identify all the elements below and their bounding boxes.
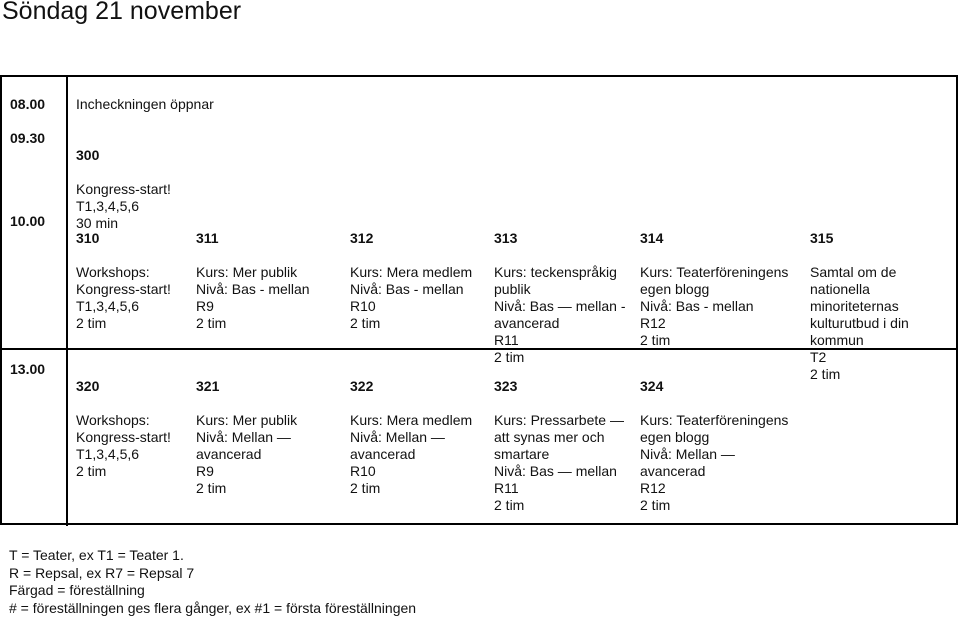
session-324 (640, 361, 788, 531)
legend-item: R = Repsal, ex R7 = Repsal 7 (9, 565, 416, 583)
legend (9, 547, 416, 617)
legend-item: Färgad = föreställning (9, 582, 416, 600)
session-321 (196, 361, 297, 514)
session-details: Workshops: Kongress-start! T1,3,4,5,6 2 tim (76, 264, 171, 332)
page-title: Söndag 21 november (2, 0, 241, 25)
session-number: 314 (640, 230, 788, 247)
session-number: 324 (640, 378, 788, 395)
session-details: Kurs: Mera medlem Nivå: Bas - mellan R10 2 tim (350, 264, 472, 332)
session-number: 313 (494, 230, 625, 247)
session-details: Kurs: Teaterföreningens egen blogg Nivå: Bas - mellan R12 2 tim (640, 264, 788, 349)
session-details: Workshops: Kongress-start! T1,3,4,5,6 2 tim (76, 412, 171, 480)
schedule-item-checkin: Incheckningen öppnar (76, 96, 214, 113)
time-1300: 13.00 (10, 361, 45, 378)
session-details: Kurs: Mer publik Nivå: Bas - mellan R9 2 tim (196, 264, 310, 332)
session-315 (810, 213, 909, 400)
session-number: 323 (494, 378, 624, 395)
session-323 (494, 361, 624, 531)
session-number: 322 (350, 378, 472, 395)
session-number: 311 (196, 230, 310, 247)
session-details: Kurs: Pressarbete — att synas mer och smartare Nivå: Bas — mellan R11 2 tim (494, 412, 624, 514)
legend-item: # = föreställningen ges flera gånger, ex #1 = första föreställningen (9, 600, 416, 617)
session-314 (640, 213, 788, 366)
session-details: Kurs: Teaterföreningens egen blogg Nivå: Mellan — avancerad R12 2 tim (640, 412, 788, 514)
session-number: 310 (76, 230, 171, 247)
session-number: 300 (76, 147, 171, 164)
session-details: Kongress-start! T1,3,4,5,6 30 min (76, 181, 171, 232)
session-number: 320 (76, 378, 171, 395)
session-310 (76, 213, 171, 349)
time-1000: 10.00 (10, 213, 45, 230)
session-320 (76, 361, 171, 497)
session-number: 312 (350, 230, 472, 247)
session-details: Kurs: Mer publik Nivå: Mellan — avancerad R9 2 tim (196, 412, 297, 497)
session-312 (350, 213, 472, 349)
session-details: Kurs: teckenspråkig publik Nivå: Bas — mellan - avancerad R11 2 tim (494, 264, 625, 366)
session-322 (350, 361, 472, 514)
session-details: Samtal om de nationella minoriteternas kulturutbud i din kommun T2 2 tim (810, 264, 909, 383)
session-number: 321 (196, 378, 297, 395)
time-0930: 09.30 (10, 130, 45, 147)
session-313 (494, 213, 625, 383)
session-details: Kurs: Mera medlem Nivå: Mellan — avancerad R10 2 tim (350, 412, 472, 497)
time-0800: 08.00 (10, 96, 45, 113)
session-number: 315 (810, 230, 909, 247)
time-column-divider (66, 75, 68, 526)
session-311 (196, 213, 310, 349)
legend-item: T = Teater, ex T1 = Teater 1. (9, 547, 416, 565)
